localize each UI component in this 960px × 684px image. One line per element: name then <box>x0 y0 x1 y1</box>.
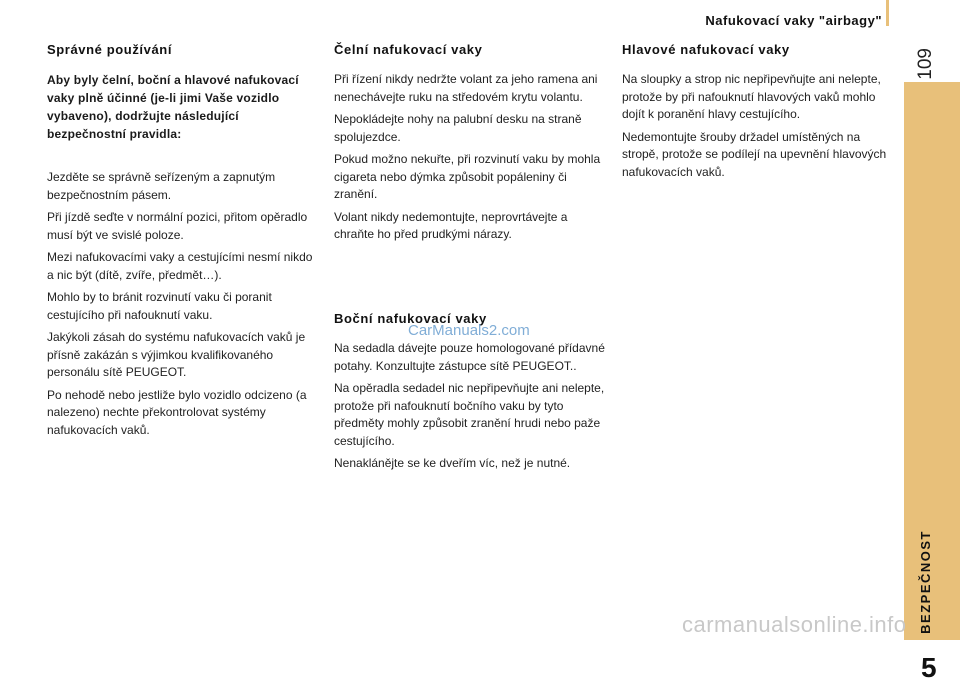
header-title: Nafukovací vaky "airbagy" <box>705 13 882 28</box>
paragraph: Pokud možno nekuřte, při rozvinutí vaku by mohla cigareta nebo dýmka způsobit popáleniny či zranění. <box>334 152 601 201</box>
paragraph: Na sedadla dávejte pouze homologované přídavné potahy. Konzultujte zástupce sítě PEUGEOT.. <box>334 341 605 373</box>
chapter-label: BEZPEČNOST <box>918 530 933 634</box>
section-heading: Hlavové nafukovací vaky <box>622 42 790 57</box>
paragraph: Mezi nafukovacími vaky a cestujícími nesmí nikdo a nic být (dítě, zvíře, předmět…). <box>47 250 313 282</box>
paragraph: Nedemontujte šrouby držadel umístěných na stropě, protože se podílejí na upevnění hlavových nafukovacích vaků. <box>622 129 887 179</box>
header-divider <box>886 0 889 26</box>
paragraph: Jezděte se správně seřízeným a zapnutým bezpečnostním pásem. <box>47 170 276 202</box>
watermark-carmanuals2: CarManuals2.com <box>408 322 530 339</box>
paragraph: Na sloupky a strop nic nepřipevňujte ani nelepte, protože by při nafouknutí hlavových vaků mohlo dojít k poranění hlavy cestujícího. <box>622 72 881 121</box>
section-heading: Boční nafukovací vaky <box>334 311 487 326</box>
section-head-airbags <box>622 42 892 186</box>
paragraph: Nepokládejte nohy na palubní desku na straně spolujezdce. <box>334 112 582 144</box>
chapter-number: 5 <box>921 652 937 683</box>
section-heading: Čelní nafukovací vaky <box>334 42 483 57</box>
paragraph: Na opěradla sedadel nic nepřipevňujte ani nelepte, protože při nafouknutí bočního vaku by tyto předměty mohly způsobit zranění hrudi nebo paže cestujícího. <box>334 381 605 448</box>
section-correct-use <box>47 42 319 444</box>
paragraph: Při řízení nikdy nedržte volant za jeho ramena ani nenechávejte ruku na středovém krytu volantu. <box>334 72 598 104</box>
section-heading: Správné používání <box>47 42 173 57</box>
paragraph: Volant nikdy nedemontujte, neprovrtávejte a chraňte ho před prudkými nárazy. <box>334 209 568 241</box>
paragraph: Nenaklánějte se ke dveřím víc, než je nutné. <box>334 456 571 470</box>
section-lead: Aby byly čelní, boční a hlavové nafukovací vaky plně účinné (je-li jimi Vaše vozidlo vybaveno), dodržujte následující bezpečnostní pravidla: <box>47 73 299 141</box>
paragraph: Při jízdě seďte v normální pozici, přitom opěradlo musí být ve svislé poloze. <box>47 210 308 242</box>
chapter-side-tab <box>904 82 960 683</box>
watermark-carmanualsonline: carmanualsonline.info <box>682 612 907 637</box>
paragraph: Jakýkoli zásah do systému nafukovacích vaků je přísně zakázán s výjimkou kvalifikovaného personálu sítě PEUGEOT. <box>47 330 306 379</box>
paragraph: Po nehodě nebo jestliže bylo vozidlo odcizeno (a nalezeno) nechte překontrolovat systémy nafukovacích vaků. <box>47 387 307 437</box>
section-front-airbags <box>334 42 606 249</box>
paragraph: Mohlo by to bránit rozvinutí vaku či poranit cestujícího při nafouknutí vaku. <box>47 290 272 322</box>
page-number: 109 <box>915 48 936 80</box>
